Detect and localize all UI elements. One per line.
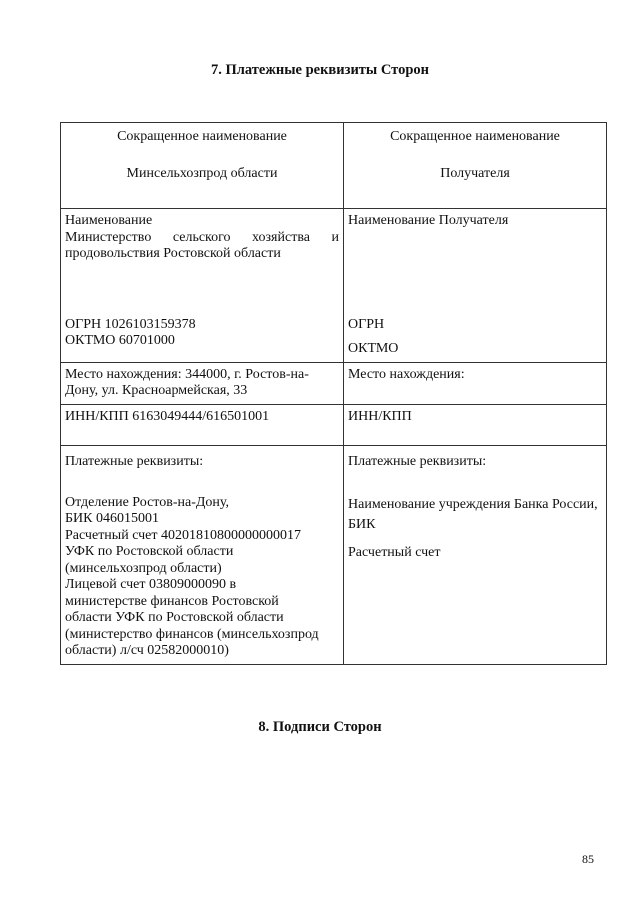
- payment-line: Отделение Ростов-на-Дону,: [65, 494, 229, 510]
- payment-line: области) л/сч 02582000010): [65, 643, 229, 658]
- cell-recipient-inn: [344, 404, 607, 446]
- payment-line: министерстве финансов Ростовской: [65, 593, 279, 609]
- payment-line: (министерство финансов (минсельхозпрод: [65, 626, 319, 642]
- table-row-short-name: [61, 123, 607, 209]
- payment-requisites-table: [60, 122, 607, 665]
- section-8-title: 8. Подписи Сторон: [258, 719, 382, 735]
- payment-line: УФК по Ростовской области: [65, 544, 234, 559]
- value-ministry-short-name: Минсельхозпрод области: [126, 165, 278, 181]
- label-recipient-location: Место нахождения:: [348, 366, 465, 382]
- payment-line: области УФК по Ростовской области: [65, 610, 284, 625]
- cell-ministry-payment: [61, 446, 344, 665]
- section-7-title: 7. Платежные реквизиты Сторон: [210, 62, 430, 78]
- value-recipient-short-name: Получателя: [440, 165, 510, 181]
- payment-line: Расчетный счет 40201810800000000017: [65, 527, 302, 543]
- label-payment-right: Платежные реквизиты:: [348, 454, 487, 469]
- label-short-name-left: Сокращенное наименование: [117, 129, 287, 144]
- cell-ministry-name: [61, 209, 344, 363]
- cell-recipient-location: [344, 362, 607, 404]
- page-number: 85: [582, 852, 594, 866]
- table-row-inn: [61, 404, 607, 446]
- label-recipient-bank: Наименование учреждения Банка России, БИК: [348, 496, 598, 532]
- label-recipient-oktmo: ОКТМО: [348, 341, 399, 356]
- value-ministry-ogrn: ОГРН 1026103159378: [65, 316, 196, 332]
- table-row-location: [61, 362, 607, 404]
- cell-ministry-short-name: [61, 123, 344, 209]
- label-recipient-inn-kpp: ИНН/КПП: [348, 408, 412, 424]
- payment-line: (минсельхозпрод области): [65, 560, 222, 576]
- label-recipient-name: Наименование Получателя: [348, 213, 509, 228]
- label-name-left: Наименование: [65, 213, 153, 228]
- payment-line: БИК 046015001: [65, 511, 159, 526]
- cell-recipient-name: [344, 209, 607, 363]
- cell-ministry-location: [61, 362, 344, 404]
- value-ministry-oktmo: ОКТМО 60701000: [65, 333, 175, 348]
- cell-ministry-inn: [61, 404, 344, 446]
- table-row-payment: [61, 446, 607, 665]
- value-ministry-location: Место нахождения: 344000, г. Ростов-на-Дону, ул. Красноармейская, 33: [65, 366, 309, 398]
- cell-recipient-short-name: [344, 123, 607, 209]
- label-payment-left: Платежные реквизиты:: [65, 454, 204, 469]
- label-recipient-account: Расчетный счет: [348, 544, 441, 560]
- label-short-name-right: Сокращенное наименование: [390, 129, 560, 144]
- value-ministry-inn-kpp: ИНН/КПП 6163049444/616501001: [65, 408, 270, 424]
- value-ministry-full-name: Министерство сельского хозяйства и продовольствия Ростовской области: [65, 229, 339, 261]
- payment-line: Лицевой счет 03809000090 в: [65, 577, 237, 592]
- table-row-name: [61, 209, 607, 363]
- label-recipient-ogrn: ОГРН: [348, 316, 385, 332]
- cell-recipient-payment: [344, 446, 607, 665]
